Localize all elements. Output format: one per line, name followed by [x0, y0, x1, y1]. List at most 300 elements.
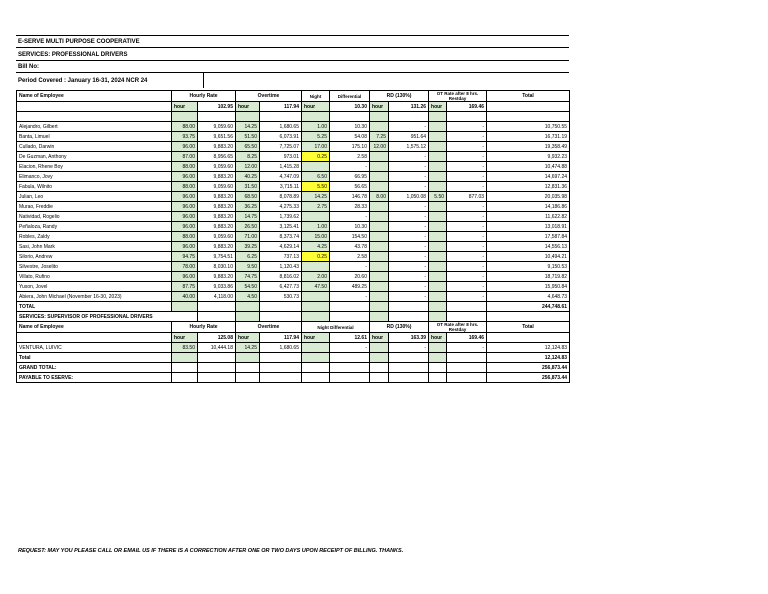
- hours-rd: [370, 232, 389, 242]
- row-total: 20,035.98: [487, 192, 570, 202]
- table-row: [17, 272, 570, 282]
- amount-night: 54.08: [330, 132, 370, 142]
- employee-name: Villato, Rufino: [17, 272, 172, 282]
- row-total: 12,831.36: [487, 182, 570, 192]
- amount-overtime: 3,715.11: [260, 182, 302, 192]
- table-row: [17, 212, 570, 222]
- hours-ot-restday: [429, 252, 447, 262]
- amount-night: 489.25: [330, 282, 370, 292]
- table-row: [17, 132, 570, 142]
- row-total: 9,932.23: [487, 152, 570, 162]
- amount-regular: 9,883.20: [198, 202, 236, 212]
- amount-ot-restday: -: [447, 262, 487, 272]
- hours-ot-restday: [429, 202, 447, 212]
- hours-overtime: 71.00: [236, 232, 260, 242]
- amount-ot-restday: -: [447, 212, 487, 222]
- hours-ot-restday: [429, 122, 447, 132]
- row-total: 9,150.53: [487, 262, 570, 272]
- employee-name: Elimanco, Jovy: [17, 172, 172, 182]
- table-row: [17, 172, 570, 182]
- employee-name: Peñaloza, Randy: [17, 222, 172, 232]
- table-row: [17, 202, 570, 212]
- hours-rd: [370, 292, 389, 302]
- hours-regular: 96.00: [172, 272, 198, 282]
- table-row: [17, 252, 570, 262]
- section2-rate-row: [17, 333, 570, 343]
- col-night-differential: Night Differential: [302, 322, 370, 333]
- amount-ot-restday: -: [447, 152, 487, 162]
- hours-rd: [370, 242, 389, 252]
- amount-rd: -: [389, 282, 429, 292]
- table-row: [17, 162, 570, 172]
- hours-ot-restday: [429, 212, 447, 222]
- total-row: [17, 302, 570, 312]
- hours-night: 0.25: [302, 252, 330, 262]
- hours-night: 1.00: [302, 122, 330, 132]
- section2-title-row: [17, 312, 570, 322]
- table-row: [17, 122, 570, 132]
- rate-hourly: 125.08: [198, 333, 236, 343]
- hours-rd: [370, 252, 389, 262]
- hours-night: 6.50: [302, 172, 330, 182]
- table-row: [17, 142, 570, 152]
- hours-night: 2.00: [302, 272, 330, 282]
- amount-rd: -: [389, 212, 429, 222]
- header-divider: [203, 72, 204, 88]
- employee-name: Silvestre, Joselito: [17, 262, 172, 272]
- amount-night: 28.33: [330, 202, 370, 212]
- hours-overtime: 6.25: [236, 252, 260, 262]
- hours-rd: [370, 202, 389, 212]
- grand-total-value: 256,873.44: [487, 363, 570, 373]
- hours-night: 17.00: [302, 142, 330, 152]
- hours-overtime: 26.50: [236, 222, 260, 232]
- rate-row: [17, 102, 570, 112]
- hours-overtime: 14.25: [236, 343, 260, 353]
- table-row: [17, 232, 570, 242]
- amount-rd: -: [389, 222, 429, 232]
- amount-ot-restday: -: [447, 232, 487, 242]
- amount-rd: -: [389, 292, 429, 302]
- amount-overtime: 4,629.14: [260, 242, 302, 252]
- unit-label: hour: [370, 102, 389, 112]
- row-total: 13,018.91: [487, 222, 570, 232]
- col-night: Night: [302, 91, 330, 102]
- employee-name: Banta, Limuel: [17, 132, 172, 142]
- table-row: [17, 152, 570, 162]
- hours-ot-restday: [429, 262, 447, 272]
- row-total: 14,697.24: [487, 172, 570, 182]
- hours-ot-restday: [429, 182, 447, 192]
- col-differential: Differential: [330, 91, 370, 102]
- rate-hourly: 102.95: [198, 102, 236, 112]
- col-name: Name of Employee: [17, 322, 172, 333]
- employee-name: De Guzman, Anthony: [17, 152, 172, 162]
- hours-night: 1.00: [302, 222, 330, 232]
- total-label: TOTAL: [17, 302, 172, 312]
- hours-rd: [370, 222, 389, 232]
- col-rd: RD (130%): [370, 91, 429, 102]
- hours-ot-restday: [429, 232, 447, 242]
- rate-ot-restday: 169.46: [447, 102, 487, 112]
- hours-overtime: 74.75: [236, 272, 260, 282]
- amount-ot-restday: -: [447, 222, 487, 232]
- hours-ot-restday: [429, 172, 447, 182]
- rate-row-total-spacer: [487, 102, 570, 112]
- amount-regular: 10,444.18: [198, 343, 236, 353]
- rate-night: 10.30: [330, 102, 370, 112]
- row-total: 14,186.86: [487, 202, 570, 212]
- hours-rd: 8.00: [370, 192, 389, 202]
- amount-overtime: 8,373.74: [260, 232, 302, 242]
- unit-label: hour: [302, 102, 330, 112]
- hours-ot-restday: [429, 282, 447, 292]
- col-hourly-rate: Hourly Rate: [172, 322, 236, 333]
- amount-overtime: 8,078.89: [260, 192, 302, 202]
- amount-rd: -: [389, 172, 429, 182]
- hours-rd: [370, 343, 389, 353]
- hours-overtime: 68.50: [236, 192, 260, 202]
- row-total: 12,124.83: [487, 343, 570, 353]
- row-total: 10,750.55: [487, 122, 570, 132]
- hours-ot-restday: [429, 152, 447, 162]
- amount-rd: 951.64: [389, 132, 429, 142]
- amount-overtime: 4,747.09: [260, 172, 302, 182]
- hours-night: 4.25: [302, 242, 330, 252]
- payable-row: [17, 373, 570, 383]
- hours-night: 15.00: [302, 232, 330, 242]
- rate-overtime: 117.94: [260, 102, 302, 112]
- amount-overtime: 1,680.65: [260, 122, 302, 132]
- hours-rd: [370, 162, 389, 172]
- amount-regular: 9,059.60: [198, 162, 236, 172]
- hours-night: 5.50: [302, 182, 330, 192]
- amount-rd: -: [389, 242, 429, 252]
- amount-rd: -: [389, 122, 429, 132]
- hours-overtime: 40.25: [236, 172, 260, 182]
- amount-overtime: 1,739.62: [260, 212, 302, 222]
- amount-regular: 8,956.65: [198, 152, 236, 162]
- amount-night: 154.50: [330, 232, 370, 242]
- amount-rd: -: [389, 182, 429, 192]
- grand-total-label: GRAND TOTAL:: [17, 363, 172, 373]
- payable-value: 256,873.44: [487, 373, 570, 383]
- amount-night: -: [330, 343, 370, 353]
- column-header-row: [17, 91, 570, 102]
- hours-rd: [370, 212, 389, 222]
- amount-regular: 9,754.51: [198, 252, 236, 262]
- amount-night: 10.30: [330, 122, 370, 132]
- unit-label: hour: [236, 333, 260, 343]
- grand-total-row: [17, 363, 570, 373]
- hours-overtime: 54.50: [236, 282, 260, 292]
- amount-night: 10.30: [330, 222, 370, 232]
- table-row: [17, 222, 570, 232]
- section2-title: SERVICES: SUPERVISOR OF PROFESSIONAL DRIVERS: [17, 312, 198, 322]
- col-overtime: Overtime: [236, 322, 302, 333]
- hours-regular: 96.00: [172, 142, 198, 152]
- col-hourly-rate: Hourly Rate: [172, 91, 236, 102]
- hours-overtime: 14.75: [236, 212, 260, 222]
- col-name: Name of Employee: [17, 91, 172, 102]
- table-row: [17, 292, 570, 302]
- hours-overtime: 36.25: [236, 202, 260, 212]
- total-value: 244,748.61: [487, 302, 570, 312]
- hours-ot-restday: [429, 343, 447, 353]
- hours-night: [302, 262, 330, 272]
- amount-overtime: 1,415.28: [260, 162, 302, 172]
- row-total: 11,622.82: [487, 212, 570, 222]
- hours-regular: 93.75: [172, 132, 198, 142]
- section2-total-value: 12,124.83: [487, 353, 570, 363]
- hours-night: [302, 162, 330, 172]
- amount-regular: 9,883.20: [198, 272, 236, 282]
- row-total: 18,719.82: [487, 272, 570, 282]
- employee-name: Silorio, Andrew: [17, 252, 172, 262]
- amount-regular: 9,883.20: [198, 242, 236, 252]
- amount-regular: 9,059.60: [198, 122, 236, 132]
- amount-overtime: 4,275.33: [260, 202, 302, 212]
- hours-ot-restday: [429, 222, 447, 232]
- hours-rd: [370, 172, 389, 182]
- amount-overtime: 7,725.07: [260, 142, 302, 152]
- amount-rd: -: [389, 252, 429, 262]
- amount-night: 2.58: [330, 252, 370, 262]
- hours-regular: 40.00: [172, 292, 198, 302]
- amount-regular: 8,030.10: [198, 262, 236, 272]
- period-covered: Period Covered : January 16-31, 2024 NCR 24: [18, 78, 148, 84]
- services-label: SERVICES: PROFESSIONAL DRIVERS: [18, 52, 128, 58]
- hours-regular: 88.00: [172, 122, 198, 132]
- employee-name: Robles, Zaldy: [17, 232, 172, 242]
- amount-ot-restday: -: [447, 172, 487, 182]
- employee-name: Sasi, John Mark: [17, 242, 172, 252]
- amount-night: -: [330, 162, 370, 172]
- amount-overtime: 1,680.65: [260, 343, 302, 353]
- amount-rd: -: [389, 232, 429, 242]
- hours-regular: 88.00: [172, 162, 198, 172]
- amount-rd: -: [389, 152, 429, 162]
- amount-ot-restday: -: [447, 252, 487, 262]
- hours-rd: [370, 272, 389, 282]
- bill-number: Bill No:: [18, 64, 39, 70]
- amount-night: -: [330, 292, 370, 302]
- row-total: 15,950.84: [487, 282, 570, 292]
- hours-overtime: 14.25: [236, 122, 260, 132]
- hours-regular: 96.00: [172, 192, 198, 202]
- col-total: Total: [487, 91, 570, 102]
- hours-overtime: 51.50: [236, 132, 260, 142]
- amount-ot-restday: 877.03: [447, 192, 487, 202]
- amount-night: 175.10: [330, 142, 370, 152]
- employee-name: Julian, Leo: [17, 192, 172, 202]
- rate-overtime: 117.94: [260, 333, 302, 343]
- hours-overtime: 39.25: [236, 242, 260, 252]
- hours-regular: 96.00: [172, 202, 198, 212]
- hours-overtime: 4.50: [236, 292, 260, 302]
- row-total: 17,587.84: [487, 232, 570, 242]
- hours-regular: 83.50: [172, 343, 198, 353]
- amount-ot-restday: -: [447, 272, 487, 282]
- amount-night: 43.78: [330, 242, 370, 252]
- amount-ot-restday: -: [447, 132, 487, 142]
- employee-name: Cullado, Darwin: [17, 142, 172, 152]
- amount-rd: -: [389, 202, 429, 212]
- hours-regular: 96.00: [172, 222, 198, 232]
- amount-rd: -: [389, 262, 429, 272]
- amount-ot-restday: -: [447, 122, 487, 132]
- row-total: 10,494.21: [487, 252, 570, 262]
- amount-night: 146.78: [330, 192, 370, 202]
- hours-ot-restday: [429, 292, 447, 302]
- employee-name: Natividad, Rogelio: [17, 212, 172, 222]
- hours-ot-restday: 5.50: [429, 192, 447, 202]
- amount-night: 20.60: [330, 272, 370, 282]
- header-rule: [16, 60, 569, 61]
- employee-name: VENTURA, LUIVIC: [17, 343, 172, 353]
- rate-rd: 163.39: [389, 333, 429, 343]
- company-name: E-SERVE MULTI PURPOSE COOPERATIVE: [18, 39, 140, 45]
- rate-row-spacer: [17, 102, 172, 112]
- col-ot-restday: OT Rate after 8 hrs. Restday: [429, 322, 487, 333]
- hours-night: 0.25: [302, 152, 330, 162]
- row-total: 10,474.88: [487, 162, 570, 172]
- amount-night: 56.65: [330, 182, 370, 192]
- hours-regular: 88.00: [172, 182, 198, 192]
- hours-rd: 7.25: [370, 132, 389, 142]
- amount-regular: 9,033.86: [198, 282, 236, 292]
- amount-ot-restday: -: [447, 162, 487, 172]
- row-total: 4,648.73: [487, 292, 570, 302]
- unit-label: hour: [429, 102, 447, 112]
- spacer-row: [17, 112, 570, 122]
- hours-night: [302, 343, 330, 353]
- hours-night: 47.50: [302, 282, 330, 292]
- amount-ot-restday: -: [447, 202, 487, 212]
- header-rule: [16, 47, 569, 48]
- unit-label: hour: [172, 102, 198, 112]
- hours-night: [302, 292, 330, 302]
- amount-overtime: 973.01: [260, 152, 302, 162]
- amount-overtime: 6,427.73: [260, 282, 302, 292]
- amount-night: 66.95: [330, 172, 370, 182]
- hours-ot-restday: [429, 242, 447, 252]
- amount-overtime: 737.13: [260, 252, 302, 262]
- row-total: 19,358.49: [487, 142, 570, 152]
- rate-ot-restday: 169.46: [447, 333, 487, 343]
- table-row: [17, 262, 570, 272]
- hours-ot-restday: [429, 142, 447, 152]
- col-rd: RD (130%): [370, 322, 429, 333]
- section2-total-label: Total: [17, 353, 172, 363]
- hours-night: 5.25: [302, 132, 330, 142]
- table-row: [17, 242, 570, 252]
- amount-overtime: 6,073.91: [260, 132, 302, 142]
- amount-overtime: 3,125.41: [260, 222, 302, 232]
- hours-regular: 94.75: [172, 252, 198, 262]
- unit-label: hour: [370, 333, 389, 343]
- amount-rd: -: [389, 343, 429, 353]
- col-overtime: Overtime: [236, 91, 302, 102]
- amount-night: 2.58: [330, 152, 370, 162]
- hours-rd: [370, 282, 389, 292]
- amount-ot-restday: -: [447, 292, 487, 302]
- unit-label: hour: [302, 333, 330, 343]
- amount-ot-restday: -: [447, 142, 487, 152]
- hours-rd: [370, 122, 389, 132]
- hours-ot-restday: [429, 162, 447, 172]
- amount-ot-restday: -: [447, 343, 487, 353]
- hours-ot-restday: [429, 272, 447, 282]
- hours-overtime: 12.00: [236, 162, 260, 172]
- unit-label: hour: [236, 102, 260, 112]
- amount-rd: -: [389, 162, 429, 172]
- hours-rd: [370, 182, 389, 192]
- hours-regular: 96.00: [172, 172, 198, 182]
- employee-name: Abiera, John Michael (November 16-30, 2023): [17, 292, 172, 302]
- hours-ot-restday: [429, 132, 447, 142]
- hours-night: [302, 212, 330, 222]
- unit-label: hour: [172, 333, 198, 343]
- header-rule: [16, 72, 569, 73]
- amount-ot-restday: -: [447, 242, 487, 252]
- table-row: [17, 343, 570, 353]
- hours-regular: 96.00: [172, 212, 198, 222]
- amount-regular: 9,059.60: [198, 182, 236, 192]
- employee-rows: [17, 122, 570, 302]
- employee-name: Alejandro, Gilbert: [17, 122, 172, 132]
- hours-overtime: 31.50: [236, 182, 260, 192]
- col-ot-restday: OT Rate after 8 hrs. Restday: [429, 91, 487, 102]
- amount-rd: 1,050.08: [389, 192, 429, 202]
- amount-regular: 9,883.20: [198, 192, 236, 202]
- amount-overtime: 530.73: [260, 292, 302, 302]
- hours-regular: 87.75: [172, 282, 198, 292]
- amount-night: -: [330, 212, 370, 222]
- hours-overtime: 9.50: [236, 262, 260, 272]
- hours-night: 14.25: [302, 192, 330, 202]
- hours-rd: 12.00: [370, 142, 389, 152]
- amount-overtime: 1,120.43: [260, 262, 302, 272]
- payable-label: PAYABLE TO ESERVE:: [17, 373, 172, 383]
- amount-ot-restday: -: [447, 182, 487, 192]
- amount-ot-restday: -: [447, 282, 487, 292]
- hours-regular: 96.00: [172, 242, 198, 252]
- hours-overtime: 65.50: [236, 142, 260, 152]
- table-row: [17, 192, 570, 202]
- hours-regular: 78.00: [172, 262, 198, 272]
- hours-rd: [370, 152, 389, 162]
- table-row: [17, 182, 570, 192]
- amount-regular: 9,883.20: [198, 212, 236, 222]
- employee-name: Fabula, Wilnito: [17, 182, 172, 192]
- unit-label: hour: [429, 333, 447, 343]
- amount-regular: 9,883.20: [198, 142, 236, 152]
- rate-night: 12.61: [330, 333, 370, 343]
- amount-overtime: 8,816.02: [260, 272, 302, 282]
- amount-regular: 4,118.00: [198, 292, 236, 302]
- hours-regular: 88.00: [172, 232, 198, 242]
- amount-night: -: [330, 262, 370, 272]
- row-total: 14,556.13: [487, 242, 570, 252]
- hours-regular: 87.00: [172, 152, 198, 162]
- table-row: [17, 282, 570, 292]
- amount-regular: 9,883.20: [198, 172, 236, 182]
- request-note: REQUEST: MAY YOU PLEASE CALL OR EMAIL US IF THERE IS A CORRECTION AFTER ONE OR TWO DAYS UPON RECEIPT OF BILLING. THANKS.: [18, 548, 404, 554]
- billing-table: [16, 90, 570, 383]
- amount-regular: 9,883.20: [198, 222, 236, 232]
- employee-name: Elacion, Rhene Boy: [17, 162, 172, 172]
